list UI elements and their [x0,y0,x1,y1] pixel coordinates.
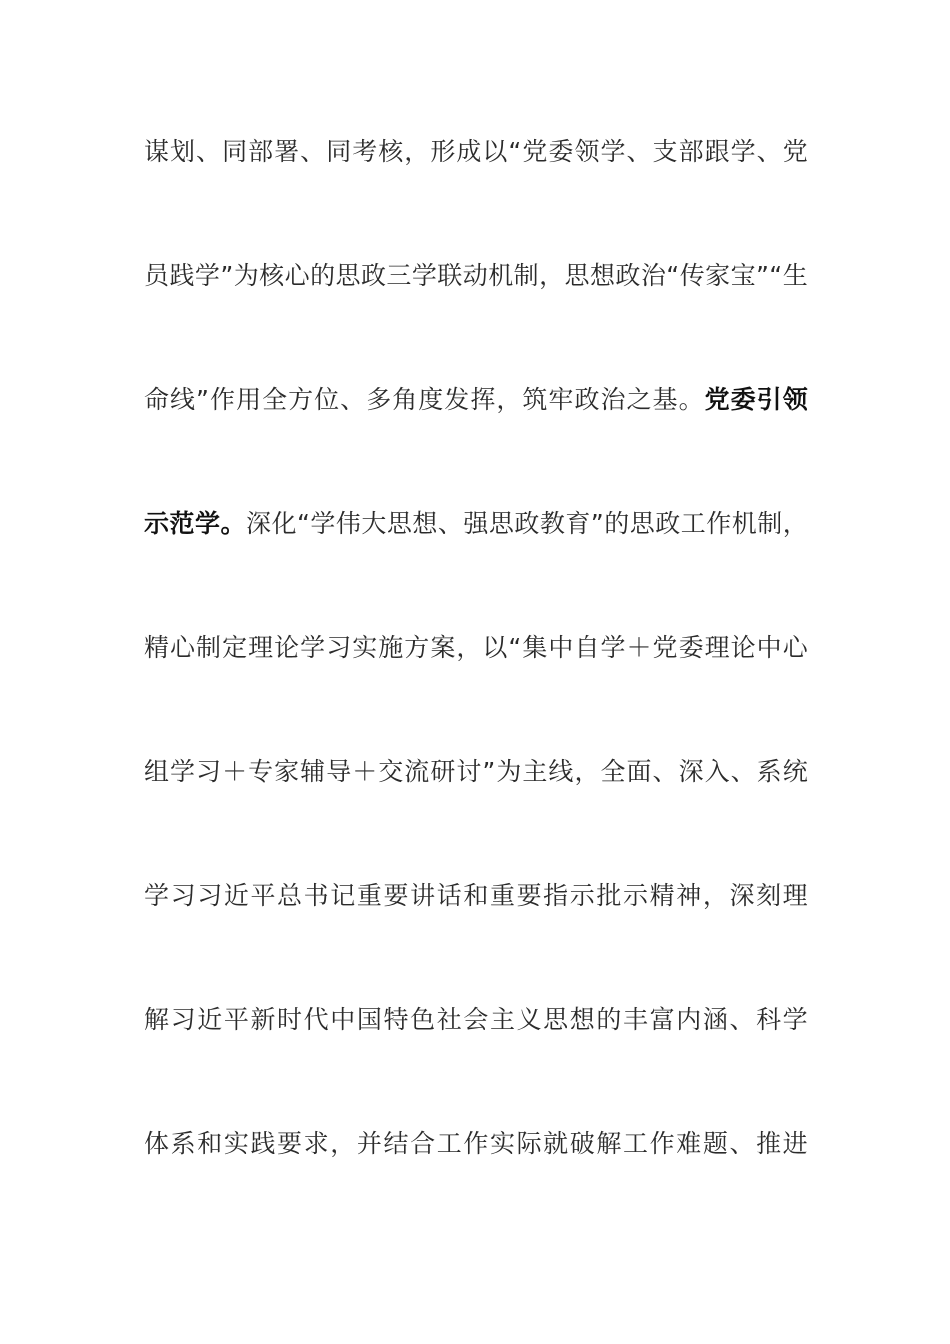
body-line-9 [144,1120,808,1244]
body-line-6 [144,748,808,872]
body-line-3 [144,376,808,500]
text-run: 学习习近平总书记重要讲话和重要指示批示精神，深刻理 [144,881,808,910]
body-line-5 [144,624,808,748]
bold-heading-run: 党委引领 [704,385,808,414]
text-run: 体系和实践要求，并结合工作实际就破解工作难题、推进 [144,1129,808,1158]
body-line-4 [144,500,808,624]
text-run: 员践学”为核心的思政三学联动机制，思想政治“传家宝”“生 [144,261,808,290]
body-line-8 [144,996,808,1120]
text-run: 组学习＋专家辅导＋交流研讨”为主线，全面、深入、系统 [144,757,808,786]
bold-heading-run: 示范学。 [144,509,246,538]
text-run: 精心制定理论学习实施方案，以“集中自学＋党委理论中心 [144,633,808,662]
body-line-1 [144,128,808,252]
body-line-2 [144,252,808,376]
document-body [144,128,808,1244]
text-run: 谋划、同部署、同考核，形成以“党委领学、支部跟学、党 [144,137,808,166]
text-run: 深化“学伟大思想、强思政教育”的思政工作机制， [245,509,808,538]
text-run: 命线”作用全方位、多角度发挥，筑牢政治之基。 [144,385,705,414]
body-line-7 [144,872,808,996]
text-run: 解习近平新时代中国特色社会主义思想的丰富内涵、科学 [144,1005,808,1034]
